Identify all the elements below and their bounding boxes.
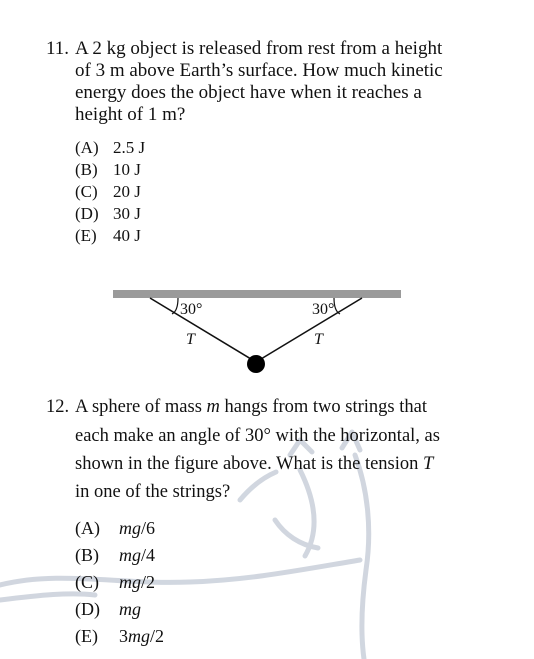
answer-option-c[interactable]: (C) mg/2 (75, 572, 156, 592)
hanging-sphere-figure (0, 280, 534, 380)
expr-mg: mg (119, 518, 141, 538)
option-letter: (D) (75, 204, 99, 223)
right-angle-label: 30° (312, 301, 335, 318)
expr-mg: mg (128, 626, 150, 646)
left-tension-label: T (186, 331, 195, 348)
variable-m: m (206, 397, 220, 417)
answer-option-d[interactable] (75, 597, 141, 621)
question-text-line: energy does the object have when it reaches a (75, 82, 422, 103)
option-text: 2.5 J (113, 138, 146, 157)
option-letter: (A) (75, 518, 100, 538)
angle-value: 30° (245, 426, 271, 446)
right-string (256, 298, 362, 362)
option-letter: (E) (75, 226, 97, 245)
answer-option-e[interactable] (75, 225, 141, 247)
option-letter: (C) (75, 182, 98, 201)
question-text-line: each make an angle of 30° with the horizontal, as (75, 426, 440, 446)
question-text-line: A 2 kg object is released from rest from a height (75, 38, 443, 59)
option-letter: (B) (75, 545, 99, 565)
right-tension-label: T (314, 331, 323, 348)
question-number: 11. (46, 38, 70, 59)
option-text: 10 J (113, 160, 141, 179)
answer-option-d[interactable] (75, 203, 141, 225)
option-letter: (B) (75, 160, 98, 179)
option-text: 20 J (113, 182, 141, 201)
variable-t: T (423, 454, 434, 474)
expr-mg: mg (119, 545, 141, 565)
left-string (150, 298, 256, 362)
answer-option-b[interactable] (75, 159, 141, 181)
question-text-line: shown in the figure above. What is the tension T (75, 454, 434, 474)
option-letter: (D) (75, 599, 100, 619)
ceiling (113, 290, 401, 298)
question-text-line: of 3 m above Earth’s surface. How much kinetic (75, 60, 443, 81)
answer-option-c[interactable] (75, 181, 141, 203)
left-angle-label: 30° (180, 301, 203, 318)
question-text-line: A sphere of mass m hangs from two strings that (75, 397, 427, 417)
answer-option-e[interactable]: (E) 3mg/2 (75, 626, 165, 646)
option-letter: (E) (75, 626, 98, 646)
sphere (247, 355, 265, 373)
option-text: 40 J (113, 226, 141, 245)
answer-option-b[interactable]: (B) mg/4 (75, 545, 156, 565)
answer-option-a[interactable] (75, 137, 145, 159)
expr-mg: mg (119, 599, 141, 619)
question-text-line: in one of the strings? (75, 482, 231, 502)
question-text-line: height of 1 m? (75, 104, 186, 125)
expr-mg: mg (119, 572, 141, 592)
option-letter: (C) (75, 572, 99, 592)
option-letter: (A) (75, 138, 99, 157)
option-text: 30 J (113, 204, 141, 223)
question-number: 12. (46, 397, 70, 417)
answer-option-a[interactable]: (A) mg/6 (75, 518, 156, 538)
